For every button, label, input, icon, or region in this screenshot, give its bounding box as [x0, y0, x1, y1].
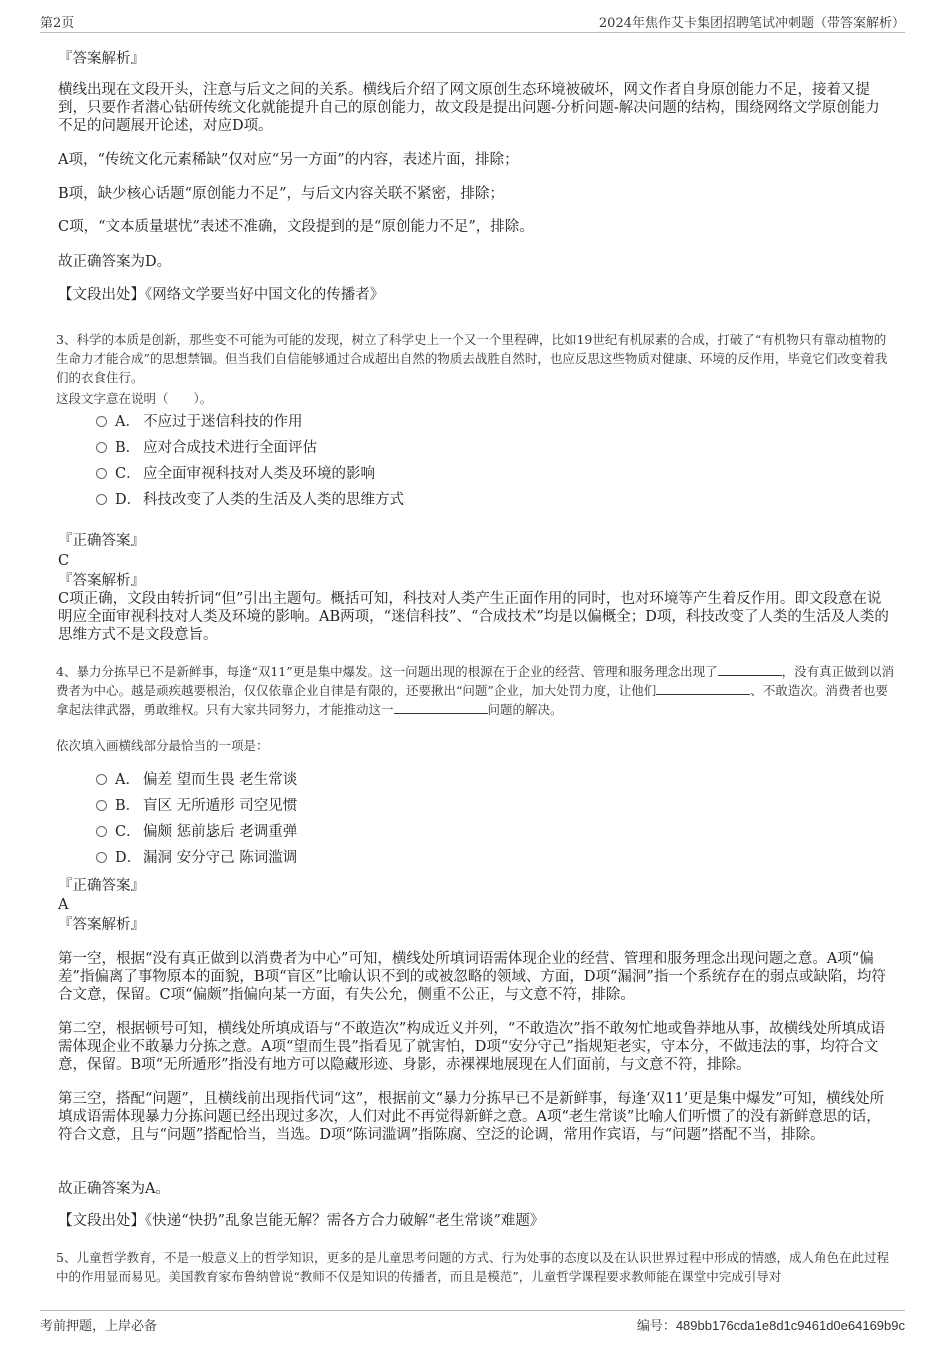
- fill-blank-3: [394, 701, 488, 714]
- page-number: 第2页: [40, 16, 75, 31]
- document-title: 2024年焦作艾卡集团招聘笔试冲刺题（带答案解析）: [598, 16, 905, 31]
- q3-analysis-text: C项正确，文段由转折词“但”引出主题句。概括可知，科技对人类产生正面作用的同时，也对环境等产生着反作用。即文段意在说明应全面审视科技对人类及环境的影响。AB两项，“迷信科技”、“合成技术”均是以偏概全；D项，科技改变了人类的生活及人类的思维方式不是文段意旨。: [58, 591, 889, 643]
- fill-blank-1: [718, 663, 782, 676]
- q3-stem: 3、科学的本质是创新，那些变不可能为可能的发现，树立了科学史上一个又一个里程碑，比如19世纪有机尿素的合成，打破了“有机物只有靠动植物的生命力才能合成”的思想禁锢。但当我们自信能够通过合成超出自然的物质去战胜自然时，也应反思这些物质对健康、环境的反作用，毕竟它们改变着我们的衣食住行。: [56, 332, 888, 385]
- q4-analysis-p3: 第三空，搭配“问题”，且横线前出现指代词“这”，根据前文“暴力分拣早已不是新鲜事，每逢‘双11’更是集中爆发”可知，横线处所填成语需体现暴力分拣问题已经出现过多次，人们对此不再觉得新鲜之意。A项“老生常谈”比喻人们听惯了的没有新鲜意思的话，符合文意，且与“问题”搭配恰当，当选。D项“陈词滥调”指陈腐、空泛的论调，常用作宾语，与“问题”搭配不当，排除。: [58, 1091, 885, 1143]
- q3-ask: 这段文字意在说明（ ）。: [56, 391, 213, 406]
- q4-analysis-p2: 第二空，根据顿号可知，横线处所填成语与“不敢造次”构成近义并列，“不敢造次”指不敢匆忙地或鲁莽地从事，故横线处所填成语需体现企业不敢暴力分拣之意。A项“望而生畏”指看见了就害怕，D项“安分守己”指规矩老实，守本分，不做违法的事，均符合文意，保留。B项“无所遁形”指没有地方可以隐藏形迹、身影，赤裸裸地展现在人们面前，与文意不符，排除。: [58, 1021, 886, 1073]
- q3-option-b[interactable]: B． 应对合成技术进行全面评估: [96, 438, 317, 458]
- q3-answer-label: 『正确答案』: [58, 533, 145, 549]
- radio-icon[interactable]: [96, 494, 107, 505]
- radio-icon[interactable]: [96, 826, 107, 837]
- q4-option-a[interactable]: A． 偏差 望而生畏 老生常谈: [96, 770, 297, 790]
- q4-option-d[interactable]: D． 漏洞 安分守己 陈词滥调: [96, 848, 297, 868]
- q4-analysis-label: 『答案解析』: [58, 917, 145, 933]
- q4-ask: 依次填入画横线部分最恰当的一项是：: [56, 738, 269, 753]
- q2-option-c-note: C项，“文本质量堪忧”表述不准确，文段提到的是“原创能力不足”，排除。: [58, 219, 534, 235]
- radio-icon[interactable]: [96, 416, 107, 427]
- q3-answer: C: [58, 553, 70, 569]
- radio-icon[interactable]: [96, 852, 107, 863]
- q4-source: 【文段出处】《快递“快扔”乱象岂能无解？需各方合力破解“老生常谈”难题》: [58, 1213, 545, 1229]
- q2-source: 【文段出处】《网络文学要当好中国文化的传播者》: [58, 287, 385, 303]
- q2-analysis-label: 『答案解析』: [58, 51, 145, 67]
- page-footer: [40, 1310, 905, 1337]
- q3-analysis-label: 『答案解析』: [58, 573, 145, 589]
- q4-answer: A: [58, 897, 69, 913]
- q5-stem: 5、儿童哲学教育，不是一般意义上的哲学知识，更多的是儿童思考问题的方式、行为处事的态度以及在认识世界过程中形成的情感，成人角色在此过程中的作用显而易见。美国教育家布鲁纳曾说“教师不仅是知识的传播者，而且是模范”，儿童哲学课程要求教师能在课堂中完成引导对: [56, 1250, 889, 1284]
- q4-option-b[interactable]: B． 盲区 无所遁形 司空见惯: [96, 796, 297, 816]
- radio-icon[interactable]: [96, 800, 107, 811]
- page-header: [40, 12, 905, 33]
- footer-slogan: 考前押题，上岸必备: [40, 1319, 158, 1334]
- q2-analysis-text: 横线出现在文段开头，注意与后文之间的关系。横线后介绍了网文原创生态环境被破坏，网文作者自身原创能力不足，接着又提到，只要作者潜心钻研传统文化就能提升自己的原创能力，故文段是提出问题-分析问题-解决问题的结构，围绕网络文学原创能力不足的问题展开论述，对应D项。: [58, 82, 880, 134]
- fill-blank-2: [656, 682, 750, 695]
- q4-analysis-p1: 第一空，根据“没有真正做到以消费者为中心”可知，横线处所填词语需体现企业的经营、管理和服务理念出现问题之意。A项“偏差”指偏离了事物原本的面貌，B项“盲区”比喻认识不到的或被忽略的领域、方面，D项“漏洞”指一个系统存在的弱点或缺陷，均符合文意，保留。C项“偏颇”指偏向某一方面，有失公允，侧重不公正，与文意不符，排除。: [58, 951, 886, 1003]
- q2-conclusion: 故正确答案为D。: [58, 254, 172, 270]
- q4-option-c[interactable]: C． 偏颇 惩前毖后 老调重弹: [96, 822, 297, 842]
- document-id: 编号：489bb176cda1e8d1c9461d0e64169b9c: [636, 1318, 905, 1334]
- q4-stem: 4、暴力分拣早已不是新鲜事，每逢“双11”更是集中爆发。这一问题出现的根源在于企业的经营、管理和服务理念出现了 ，没有真正做到以消费者为中心。越是顽疾越要根治，仅仅依靠企业自律是有限的，还要揪出“问题”企业，加大处罚力度，让他们 、不敢造次。消费者也要拿起法律武器，勇敢维权。只有大家共同努力，才能推动这一 问题的解决。: [56, 664, 895, 717]
- q2-option-b-note: B项，缺少核心话题“原创能力不足”，与后文内容关联不紧密，排除；: [58, 186, 504, 202]
- q2-option-a-note: A项，“传统文化元素稀缺”仅对应“另一方面”的内容，表述片面，排除；: [58, 152, 519, 168]
- q3-option-c[interactable]: C． 应全面审视科技对人类及环境的影响: [96, 464, 375, 484]
- q3-option-d[interactable]: D． 科技改变了人类的生活及人类的思维方式: [96, 490, 404, 510]
- radio-icon[interactable]: [96, 468, 107, 479]
- radio-icon[interactable]: [96, 442, 107, 453]
- q4-answer-label: 『正确答案』: [58, 878, 145, 894]
- radio-icon[interactable]: [96, 774, 107, 785]
- q4-conclusion: 故正确答案为A。: [58, 1181, 170, 1197]
- q3-option-a[interactable]: A． 不应过于迷信科技的作用: [96, 412, 303, 432]
